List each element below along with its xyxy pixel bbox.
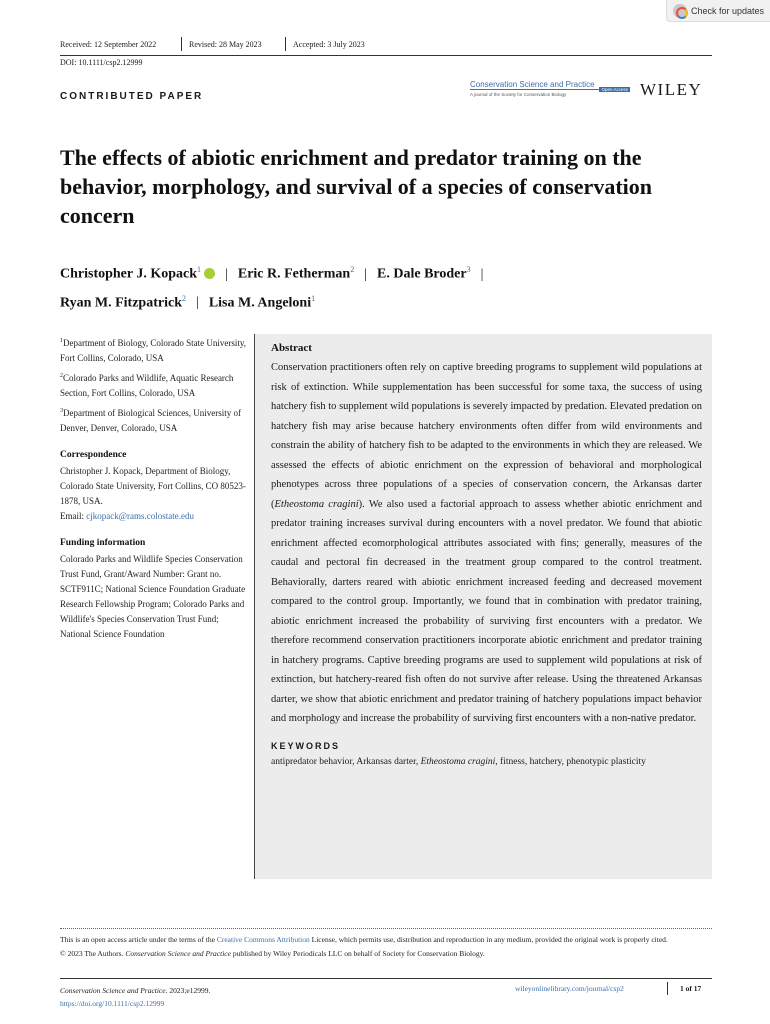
abstract-text: Conservation practitioners often rely on captive breeding programs to supplement wild populations at risk of extinction. While supplementation has been successful for some taxa, the success of using hatchery fish to supplement wild populations is severely impacted by predation. Elevated predation on hatchery fish may arise because hatchery environments often differ from wild environments and constrain the ability of hatchery fish to be adapted to the environments in which they are released. We assessed the effects of abiotic enrichment on the expression of behavioral and morphological phenotypes across three populations of a species of conservation concern, the Arkansas darter (Etheostoma cragini). We also used a factorial approach to assess whether abiotic enrichment and predator training increases survival during encounters with a novel predator. We found that abiotic enrichment affected ecomorphological attributes associated with fins; generally, measures of the caudal and pectoral fin decreased in the treatment group compared to the control treatment. Behaviorally, darters reared with abiotic enrichment increased feeding and decreased movement compared to the control group. Importantly, we found that in combination with predator training, abiotic enrichment increased the probability of surviving first encounters with a predator. We therefore recommend conservation practitioners incorporate abiotic enrichment and predator training in hatchery programs. Captive breeding programs are used to supplement wild populations at risk of extinction, but hatchery-reared fish often do not survive after release. Using the threatened Arkansas darter, we show that abiotic enrichment and predator training of hatchery populations impact behavior and morphology and increase the probability of surviving first encounters with a non-native predator. <box>271 362 702 724</box>
footer-dotted-rule <box>60 928 712 929</box>
crossmark-icon <box>673 4 687 18</box>
correspondence-text: Christopher J. Kopack, Department of Biology, Colorado State University, Fort Collins, CO 80523-1878, USA. Email: cjkopack@rams.colostate.edu <box>60 466 246 521</box>
license-statement: This is an open access article under the terms of the Creative Commons Attribution License, which permits use, distribution and reproduction in any medium, provided the original work is properly cited. © 2023 The Authors. Conservation Science and Practice published by Wiley Periodicals LLC on behalf of Society for Conservation Biology. <box>60 935 668 958</box>
content-type: CONTRIBUTED PAPER <box>60 91 204 102</box>
affiliation: $^1$Department of Biology, Colorado State University, Fort Collins, Colorado, USA <box>60 338 247 363</box>
affiliation: $^2$Colorado Parks and Wildlife, Aquatic Research Section, Fort Collins, Colorado, USA <box>60 373 234 398</box>
author-separator: | <box>480 266 484 282</box>
keywords-text: antipredator behavior, Arkansas darter, Etheostoma cragini, fitness, hatchery, phenotypic plasticity <box>271 756 646 767</box>
page-number: 1 of 17 <box>680 984 702 993</box>
citation: Conservation Science and Practice. 2023;e12999. https://doi.org/10.1111/csp2.12999 <box>60 986 211 1008</box>
check-for-updates-badge[interactable] <box>666 0 770 22</box>
abstract-heading: Abstract <box>271 342 312 354</box>
funding-heading: Funding information <box>60 538 146 548</box>
orcid-icon[interactable] <box>204 268 215 279</box>
author-name[interactable]: E. Dale Broder <box>377 266 467 282</box>
author-list <box>60 258 660 315</box>
author-name[interactable]: Eric R. Fetherman <box>237 266 351 282</box>
author-name[interactable]: Lisa M. Angeloni <box>208 295 312 311</box>
affiliation-ref: 1 <box>311 293 316 303</box>
author-separator: | <box>196 295 199 311</box>
affiliation-ref: 2 <box>350 265 355 274</box>
footer-rule <box>60 978 712 979</box>
received-date: Received: 12 September 2022 <box>60 40 157 49</box>
funding-text: Colorado Parks and Wildlife Species Conservation Trust Fund, Grant/Award Number: Grant no. SCTF911C; National Science Foundation Graduate Research Fellowship Program; Colorado Parks and Wildlife's Species Conservation Trust Fund; National Science Foundation <box>60 554 246 639</box>
divider <box>667 982 668 995</box>
abstract-box <box>254 334 712 879</box>
revised-date: Revised: 28 May 2023 <box>189 40 262 49</box>
article-title: The effects of abiotic enrichment and predator training on the behavior, morphology, and survival of a species of conservation concern <box>60 145 652 228</box>
author-name[interactable]: Ryan M. Fitzpatrick <box>60 295 182 311</box>
journal-logo <box>470 80 630 100</box>
doi: DOI: 10.1111/csp2.12999 <box>60 58 143 67</box>
license-link[interactable]: Creative Commons Attribution <box>216 935 310 944</box>
accepted-date: Accepted: 3 July 2023 <box>293 40 365 49</box>
check-for-updates-label: Check for updates <box>691 5 765 16</box>
author-name[interactable]: Christopher J. Kopack <box>60 266 198 282</box>
author-separator: | <box>364 266 368 282</box>
species-name: Etheostoma cragini <box>274 498 359 510</box>
affiliation-ref: 3 <box>466 265 471 274</box>
keywords-heading: KEYWORDS <box>271 740 341 751</box>
journal-site-link[interactable]: wileyonlinelibrary.com/journal/csp2 <box>515 984 624 993</box>
email-link[interactable]: cjkopack@rams.colostate.edu <box>86 511 194 521</box>
doi-link[interactable]: https://doi.org/10.1111/csp2.12999 <box>60 999 165 1008</box>
affiliation-ref: 1 <box>197 265 202 274</box>
sidebar-column <box>60 334 248 642</box>
header-rule <box>60 55 712 56</box>
affiliation-ref: 2 <box>182 293 186 303</box>
correspondence-heading: Correspondence <box>60 450 127 460</box>
author-separator: | <box>225 266 228 282</box>
history-dates <box>60 40 712 54</box>
journal-logo-text: Conservation Science and Practice <box>470 80 595 89</box>
open-access-tag: Open Access <box>601 87 628 92</box>
wiley-logo: WILEY <box>640 80 703 99</box>
journal-logo-subtitle: A journal of the Society for Conservation Biology <box>470 92 567 97</box>
divider <box>285 37 286 51</box>
affiliation: $^3$Department of Biological Sciences, University of Denver, Denver, Colorado, USA <box>60 408 241 433</box>
divider <box>181 37 182 51</box>
